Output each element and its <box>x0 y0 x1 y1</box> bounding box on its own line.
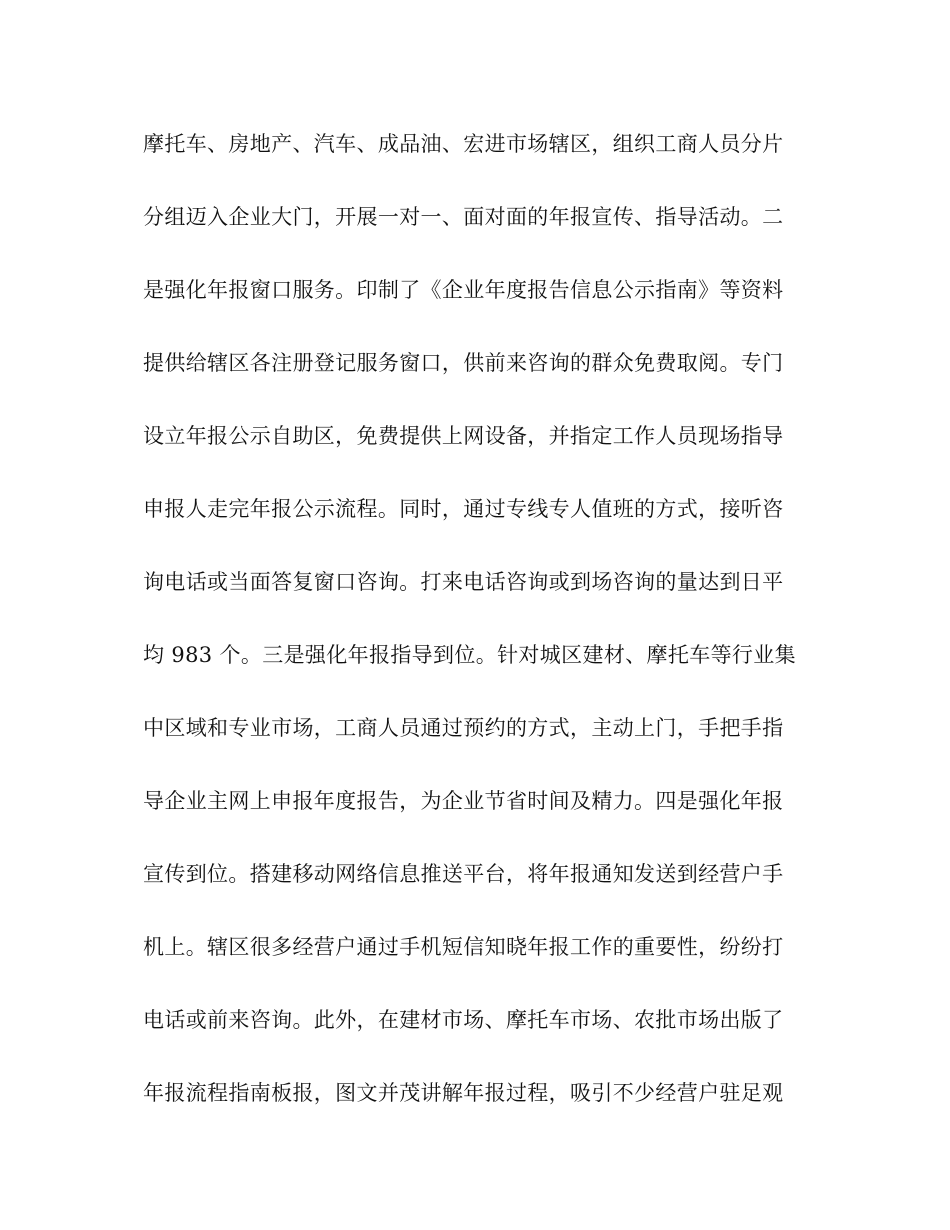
text-line: 申报人走完年报公示流程。同时，通过专线专人值班的方式，接听咨 <box>143 497 784 521</box>
text-line: 摩托车、房地产、汽车、成品油、宏进市场辖区，组织工商人员分片 <box>143 132 784 156</box>
text-line: 机上。辖区很多经营户通过手机短信知晓年报工作的重要性，纷纷打 <box>143 935 784 959</box>
text-line: 询电话或当面答复窗口咨询。打来电话咨询或到场咨询的量达到日平 <box>143 570 784 594</box>
text-line: 均 983 个。三是强化年报指导到位。针对城区建材、摩托车等行业集 <box>143 643 796 667</box>
text-line: 中区域和专业市场，工商人员通过预约的方式，主动上门，手把手指 <box>143 716 784 740</box>
text-line: 宣传到位。搭建移动网络信息推送平台，将年报通知发送到经营户手 <box>143 862 784 886</box>
text-line: 分组迈入企业大门，开展一对一、面对面的年报宣传、指导活动。二 <box>143 205 784 229</box>
text-line: 提供给辖区各注册登记服务窗口，供前来咨询的群众免费取阅。专门 <box>143 351 784 375</box>
text-line: 年报流程指南板报，图文并茂讲解年报过程，吸引不少经营户驻足观 <box>143 1081 784 1105</box>
body-text <box>143 123 803 1145</box>
text-line: 电话或前来咨询。此外，在建材市场、摩托车市场、农批市场出版了 <box>143 1008 784 1032</box>
text-line: 导企业主网上申报年度报告，为企业节省时间及精力。四是强化年报 <box>143 789 784 813</box>
text-line: 是强化年报窗口服务。印制了《企业年度报告信息公示指南》等资料 <box>143 278 784 302</box>
text-line: 设立年报公示自助区，免费提供上网设备，并指定工作人员现场指导 <box>143 424 784 448</box>
